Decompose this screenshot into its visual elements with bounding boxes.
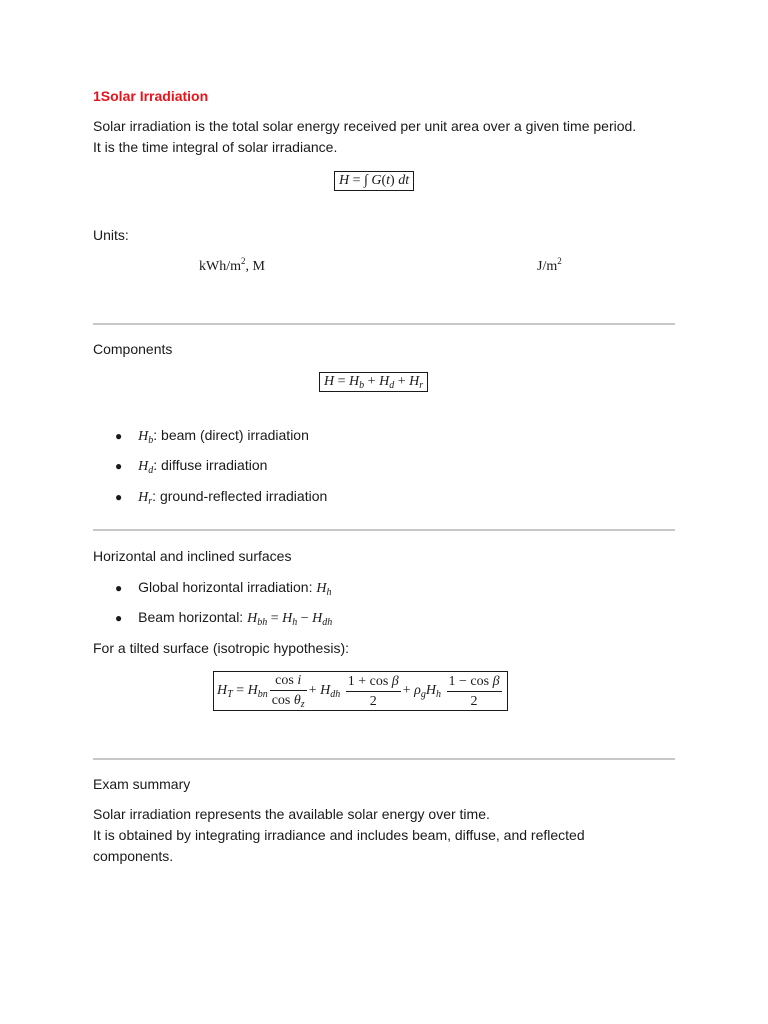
unit-joule-exp: 2 — [557, 256, 562, 266]
surface-item-beam-horizontal: ● Beam horizontal: $H_{bh} = H_h - H_{dh}$ — [115, 609, 333, 628]
exam-line-1: Solar irradiation represents the available solar energy over time. — [93, 806, 490, 822]
unit-kwh-suffix: , M — [245, 259, 265, 274]
unit-kwh-base: kWh/m — [199, 259, 241, 274]
components-heading: Components — [93, 341, 173, 357]
bullet-icon: ● — [115, 459, 123, 473]
component-item-diffuse: ● $H_d$: diffuse irradiation — [115, 457, 268, 476]
integral-formula: H = ∫ G(t) dt — [334, 171, 414, 191]
bullet-icon: ● — [115, 490, 123, 504]
bullet-icon: ● — [115, 611, 123, 625]
bullet-icon: ● — [115, 429, 123, 443]
divider-3 — [93, 758, 675, 761]
bullet-icon: ● — [115, 581, 123, 595]
intro-line-1: Solar irradiation is the total solar energy received per unit area over a given time period. — [93, 118, 637, 134]
divider-1 — [93, 323, 675, 326]
divider-2 — [93, 529, 675, 532]
unit-kwh-exp: 2 — [241, 256, 246, 266]
unit-joule-base: J/m — [537, 259, 558, 274]
section-title: 1Solar Irradiation — [93, 88, 209, 104]
tilted-label: For a tilted surface (isotropic hypothesis): — [93, 640, 349, 656]
unit-kwh — [199, 256, 265, 275]
components-formula: $H = H_b + H_d + H_r$ — [319, 372, 428, 392]
units-label: Units: — [93, 227, 129, 243]
component-item-beam: ● $H_b$: beam (direct) irradiation — [115, 427, 309, 446]
exam-line-2: It is obtained by integrating irradiance and includes beam, diffuse, and reflected — [93, 827, 585, 843]
exam-line-3: components. — [93, 848, 174, 864]
component-item-reflected: ● $H_r$: ground-reflected irradiation — [115, 488, 328, 507]
surface-item-global: ● Global horizontal irradiation: $H_h$ — [115, 579, 332, 598]
unit-joule — [537, 256, 562, 275]
exam-heading: Exam summary — [93, 776, 191, 792]
intro-line-2: It is the time integral of solar irradiance. — [93, 139, 338, 155]
tilted-formula: $H_T = H_{bn}$ $\frac{\text{cos i}}{\cos \theta_z}$ + $H_{dh}$ $\frac{\text{1 + cos β}}{2}$ + $\rho_gH_h$ $\frac{\text{1 − cos β}}{2}$ — [213, 671, 508, 711]
surfaces-heading: Horizontal and inclined surfaces — [93, 548, 292, 564]
